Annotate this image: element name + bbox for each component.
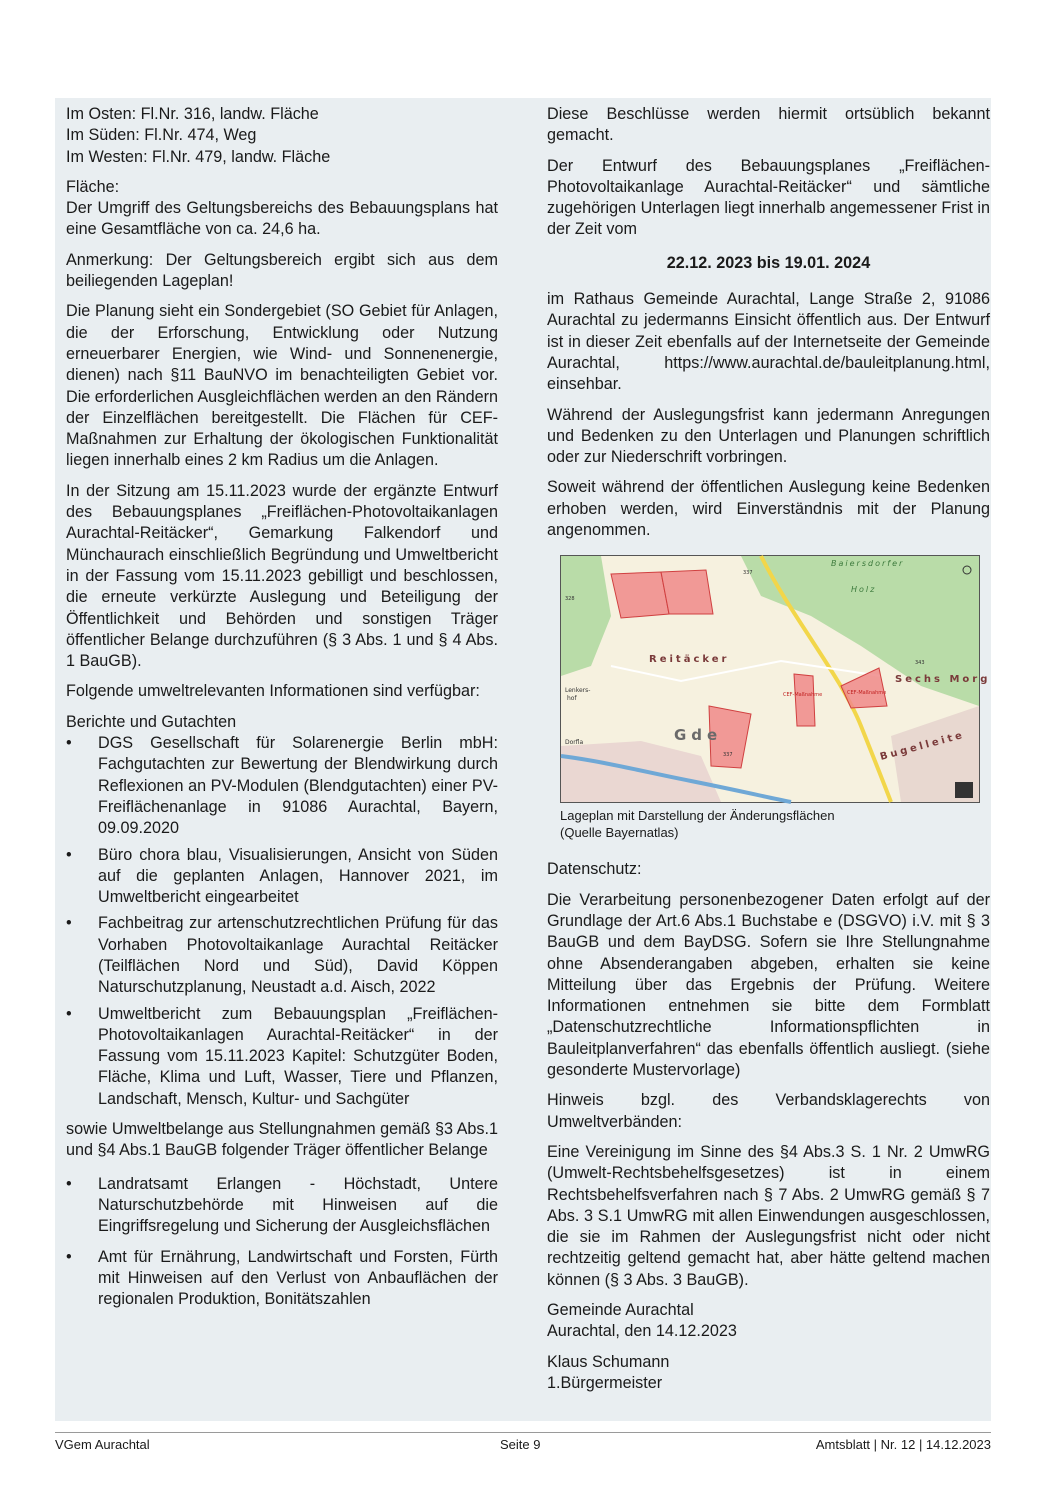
- planung-paragraph: Die Planung sieht ein Sondergebiet (SO Gebiet für Anlagen, die der Erforschung, Entwicklung oder Nutzung erneuerbarer Energien, wie Wind- und Sonnenenergie, dienen) nach §11 BauNVO im benachteiligten Gebiet vor. Die erforderlichen Ausgleichflächen werden an den Rändern der Einzelflächen bereitgestellt. Die Flächen für CEF-Maßnahmen zur Erhaltung der ökologischen Funktionalität liegen innerhalb eines 2 km Radius um die Anlagen.: [66, 302, 498, 470]
- map-label-hof: hof: [567, 695, 577, 703]
- map-label-bugelleite: Bugelleite: [878, 730, 967, 764]
- hinweis-paragraph: Hinweis bzgl. des Verbandsklagerechts von Umweltverbänden:: [547, 1091, 990, 1131]
- datenschutz-paragraph: Die Verarbeitung personenbezogener Daten erfolgt auf der Grundlage der Art.6 Abs.1 Buchstabe e (DSGVO) i.V. mit § 3 BauGB und dem BayDSG. Sofern sie Ihre Stellungnahme ohne Absenderangaben abgeben, erhalten sie keine Mitteilung über das Ergebnis der Prüfung. Weitere Informationen entnehmen sie bitte dem Formblatt „Datenschutzrechtliche Informationspflichten in Bauleitplanverfahren“ das ebenfalls öffentlich ausliegt. (siehe gesonderte Mustervorlage): [547, 890, 990, 1080]
- footer-issue: Amtsblatt | Nr. 12 | 14.12.2023: [815, 1437, 991, 1452]
- border-west: Im Westen: Fl.Nr. 479, landw. Fläche: [66, 147, 331, 166]
- signatory-title: 1.Bürgermeister: [547, 1373, 663, 1392]
- lageplan-map: [560, 555, 991, 803]
- anmerkung-paragraph: Anmerkung: Der Geltungsbereich ergibt sich aus dem beiliegenden Lageplan!: [66, 250, 498, 291]
- datenschutz-heading: Datenschutz:: [547, 860, 642, 879]
- signature-block: [547, 1352, 990, 1395]
- flaeche-text: Der Umgriff des Geltungsbereichs des Bebauungsplans hat eine Gesamtfläche von ca. 24,6 ha.: [66, 199, 498, 239]
- list-item: • DGS Gesellschaft für Solarenergie Berlin mbH: Fachgutachten zur Bewertung der Blendwirkung durch Reflexionen an PV-Modulen (Blendgutachten) einer PV-Freiflächenanlage in 91086 Aurachtal, Bayern, 09.09.2020: [66, 733, 498, 839]
- map-label-lenkers: Lenkers-: [565, 687, 591, 695]
- lageplan-map-drawing: [561, 556, 991, 802]
- map-label-holz: Holz: [851, 585, 877, 595]
- map-label-gde: Gde: [674, 726, 723, 745]
- entwurf-paragraph: Der Entwurf des Bebauungsplanes „Freiflächen-Photovoltaikanlage Aurachtal-Reitäcker“ und sämtliche zugehörigen Unterlagen liegt innerhalb angemessener Frist in der Zeit vom: [547, 156, 990, 239]
- berichte-list: [66, 733, 498, 1110]
- rathaus-paragraph: im Rathaus Gemeinde Aurachtal, Lange Straße 2, 91086 Aurachtal zu jedermanns Einsicht öffentlich aus. Der Entwurf ist in dieser Zeit ebenfalls auf der Internetseite der Gemeinde Aurachtal, https://www.aurachtal.de/bauleitplanung.html, einsehbar.: [547, 290, 990, 394]
- vereinigung-paragraph: Eine Vereinigung im Sinne des §4 Abs.3 S. 1 Nr. 2 UmwRG (Umwelt-Rechtsbehelfsgesetzes) ist in einem Rechtsbehelfsverfahren nach § 7 Abs. 2 UmwRG gemäß § 7 Abs. 3 S.1 UmwRG mit allen Einwendungen ausgeschlossen, die sie im Rahmen der Auslegungsfrist nicht oder nicht rechtzeitig geltend gemacht hat, aber hätte geltend machen können (§ 3 Abs. 3 BauGB).: [547, 1142, 990, 1289]
- left-column: [66, 104, 498, 1319]
- map-area-north-east: [661, 570, 713, 614]
- map-caption-source: (Quelle Bayernatlas): [560, 825, 679, 841]
- waehrend-paragraph: Während der Auslegungsfrist kann jedermann Anregungen und Bedenken zu den Unterlagen und Planungen schriftlich oder zur Niederschrift vorbringen.: [547, 405, 990, 467]
- map-cef-area-1: [794, 674, 815, 726]
- flaeche-heading: Fläche:: [66, 177, 120, 196]
- soweit-paragraph: Soweit während der öffentlichen Auslegung keine Bedenken erhoben werden, wird Einverständnis mit der Planung angenommen.: [547, 478, 990, 540]
- border-list: [66, 104, 498, 168]
- map-height-337b: 337: [723, 752, 733, 759]
- map-label-cef-1: CEF-Maßnahme: [783, 692, 823, 699]
- map-label-dorfla: Dorfla: [565, 739, 584, 747]
- list-item: • Fachbeitrag zur artenschutzrechtlichen Prüfung für das Vorhaben Photovoltaikanlage Aurachtal Reitäcker (Teilflächen Nord und Süd), David Köppen Naturschutzplanung, Neustadt a.d. Aisch, 2022: [66, 913, 498, 998]
- map-label-baiersdorfer: Baiersdorfer: [831, 559, 905, 569]
- auslegung-date-range: 22.12. 2023 bis 19.01. 2024: [666, 253, 871, 272]
- traeger-list: [66, 1174, 498, 1311]
- flaeche-section: [66, 177, 498, 241]
- map-label-sechs-morg: Sechs Morg: [895, 674, 991, 686]
- umweltbelange-paragraph: sowie Umweltbelange aus Stellungnahmen gemäß §3 Abs.1 und §4 Abs.1 BauGB folgender Träger öffentlicher Belange: [66, 1120, 498, 1160]
- footer-publisher: VGem Aurachtal: [55, 1437, 150, 1452]
- list-item: • Umweltbericht zum Bebauungsplan „Freiflächen-Photovoltaikanlagen Aurachtal-Reitäcker“ in der Fassung vom 15.11.2023 Kapitel: Schutzgüter Boden, Fläche, Klima und Luft, Wasser, Tiere und Pflanzen, Landschaft, Mensch, Kultur- und Sachgüter: [66, 1004, 498, 1110]
- border-east: Im Osten: Fl.Nr. 316, landw. Fläche: [66, 105, 319, 123]
- sitzung-paragraph: In der Sitzung am 15.11.2023 wurde der ergänzte Entwurf des Bebauungsplanes „Freiflächen-Photovoltaikanlagen Aurachtal-Reitäcker“, Gemarkung Falkendorf und Münchaurach einschließlich Begründung und Umweltbericht in der Fassung vom 15.11.2023 gebilligt und beschlossen, die erneute verkürzte Auslegung und Beteiligung der Öffentlichkeit und Behörden und sonstigen Träger öffentlicher Belange durchzuführen (§ 3 Abs. 1 und § 4 Abs. 1 BauGB).: [66, 481, 498, 671]
- map-caption-line: Lageplan mit Darstellung der Änderungsflächen: [560, 808, 835, 824]
- footer-divider: [55, 1432, 991, 1433]
- map-height-328: 328: [565, 596, 575, 603]
- border-south: Im Süden: Fl.Nr. 474, Weg: [66, 126, 257, 145]
- map-label-reitaecker: Reitäcker: [649, 654, 730, 666]
- map-caption: [560, 807, 990, 841]
- map-height-337: 337: [743, 570, 753, 577]
- right-column: [547, 104, 990, 1403]
- gemeinde-date: Aurachtal, den 14.12.2023: [547, 1322, 737, 1341]
- map-area-north-west: [611, 572, 669, 618]
- map-height-343: 343: [915, 660, 925, 667]
- map-qr-code-icon: [955, 782, 973, 798]
- folgende-paragraph: Folgende umweltrelevanten Informationen sind verfügbar:: [66, 682, 480, 701]
- gemeinde-name: Gemeinde Aurachtal: [547, 1300, 694, 1319]
- list-item: • Landratsamt Erlangen - Höchstadt, Untere Naturschutzbehörde mit Hinweisen auf die Eingriffsregelung und Sicherung der Ausgleichsflächen: [66, 1174, 498, 1238]
- beschluesse-paragraph: Diese Beschlüsse werden hiermit ortsüblich bekannt gemacht.: [547, 105, 990, 145]
- footer-page-number: Seite 9: [500, 1437, 541, 1452]
- berichte-heading: Berichte und Gutachten: [66, 712, 237, 731]
- gemeinde-block: [547, 1300, 990, 1343]
- map-label-cef-2: CEF-Maßnahme: [847, 690, 887, 697]
- list-item: • Amt für Ernährung, Landwirtschaft und Forsten, Fürth mit Hinweisen auf den Verlust von Anbauflächen der regionalen Produktion, Bonitätszahlen: [66, 1247, 498, 1311]
- signatory-name: Klaus Schumann: [547, 1352, 670, 1371]
- list-item: • Büro chora blau, Visualisierungen, Ansicht von Süden auf die geplanten Anlagen, Hannover 2021, im Umweltbericht eingearbeitet: [66, 845, 498, 909]
